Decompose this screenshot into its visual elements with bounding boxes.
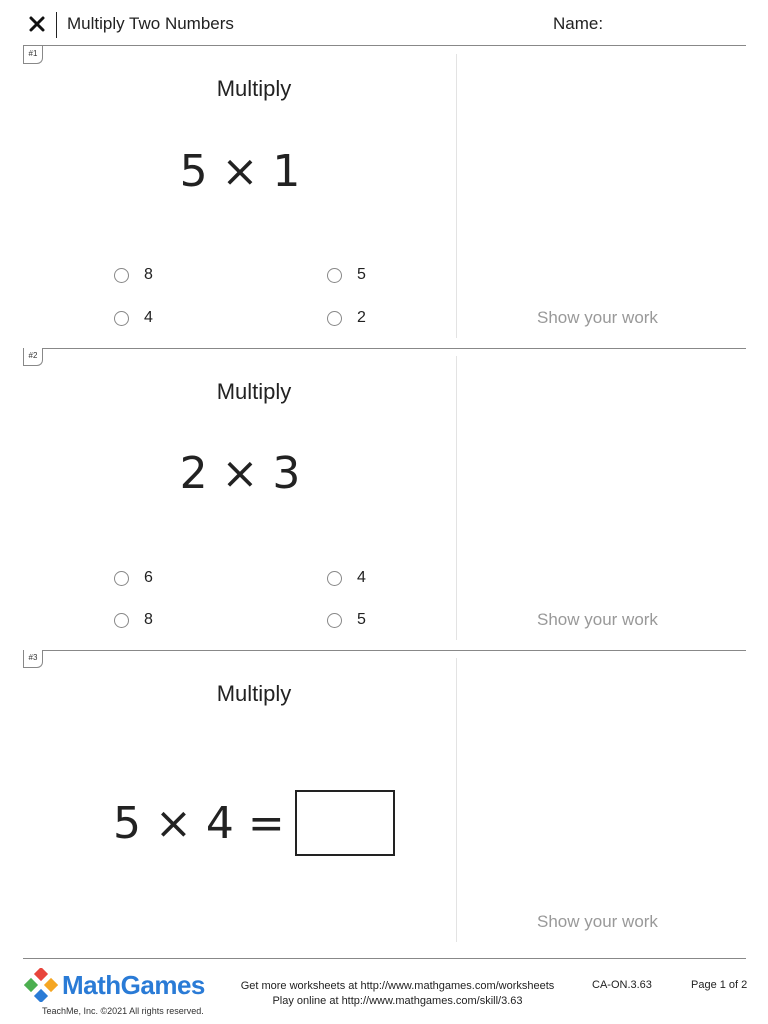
problem-rule <box>23 348 746 349</box>
footer-rule <box>23 958 746 959</box>
answer-choice[interactable] <box>327 266 366 284</box>
logo-wordmark <box>62 970 205 1001</box>
problem-expression: 5 × 1 <box>179 146 301 197</box>
problem-2 <box>0 348 768 650</box>
mathgames-logo[interactable] <box>24 968 205 1002</box>
choice-value: 8 <box>144 611 153 628</box>
work-area-divider <box>456 54 457 338</box>
problem-number: #3 <box>23 650 43 668</box>
logo-math: Math <box>62 969 121 1000</box>
problem-number: #2 <box>23 348 43 366</box>
work-area-divider <box>456 658 457 942</box>
problem-1 <box>0 46 768 348</box>
close-icon[interactable] <box>28 14 46 34</box>
header-divider <box>56 12 57 38</box>
show-your-work-label: Show your work <box>537 912 658 931</box>
answer-choice[interactable] <box>114 309 153 327</box>
choice-value: 8 <box>144 266 153 283</box>
choice-value: 5 <box>357 266 366 283</box>
choice-value: 5 <box>357 611 366 628</box>
answer-choice[interactable] <box>327 611 366 629</box>
answer-input-box[interactable] <box>295 790 395 856</box>
radio-button[interactable] <box>327 571 342 586</box>
problem-number: #1 <box>23 46 43 64</box>
worksheet-title: Multiply Two Numbers <box>67 14 234 33</box>
radio-button[interactable] <box>327 311 342 326</box>
answer-choice[interactable] <box>114 569 153 587</box>
problem-equation <box>113 790 395 856</box>
problem-prompt: Multiply <box>216 76 292 101</box>
radio-button[interactable] <box>114 268 129 283</box>
problem-rule <box>23 650 746 651</box>
radio-button[interactable] <box>327 268 342 283</box>
skill-code: CA-ON.3.63 <box>592 979 652 991</box>
show-your-work-label: Show your work <box>537 610 658 629</box>
worksheets-link[interactable]: Get more worksheets at http://www.mathgames.com/worksheets <box>240 980 555 992</box>
radio-button[interactable] <box>114 571 129 586</box>
problem-3 <box>0 650 768 958</box>
radio-button[interactable] <box>327 613 342 628</box>
problem-prompt: Multiply <box>216 379 292 404</box>
problem-expression: 5 × 4 = <box>113 797 285 849</box>
problem-prompt: Multiply <box>216 681 292 706</box>
radio-button[interactable] <box>114 311 129 326</box>
logo-games: Games <box>120 969 205 1000</box>
choice-value: 2 <box>357 309 366 326</box>
copyright-text: TeachMe, Inc. ©2021 All rights reserved. <box>42 1006 204 1016</box>
problem-expression: 2 × 3 <box>179 448 301 499</box>
answer-choice[interactable] <box>327 309 366 327</box>
choice-value: 4 <box>144 309 153 326</box>
choice-value: 4 <box>357 569 366 586</box>
choice-value: 6 <box>144 569 153 586</box>
answer-choice[interactable] <box>114 266 153 284</box>
answer-choice[interactable] <box>114 611 153 629</box>
play-online-link[interactable]: Play online at http://www.mathgames.com/skill/3.63 <box>272 995 523 1007</box>
answer-choice[interactable] <box>327 569 366 587</box>
page-number: Page 1 of 2 <box>691 979 748 991</box>
work-area-divider <box>456 356 457 640</box>
footer-links <box>230 979 565 1009</box>
show-your-work-label: Show your work <box>537 308 658 327</box>
mathgames-logo-icon <box>24 968 58 1002</box>
radio-button[interactable] <box>114 613 129 628</box>
worksheet-header <box>0 0 768 46</box>
name-label: Name: <box>553 14 604 33</box>
